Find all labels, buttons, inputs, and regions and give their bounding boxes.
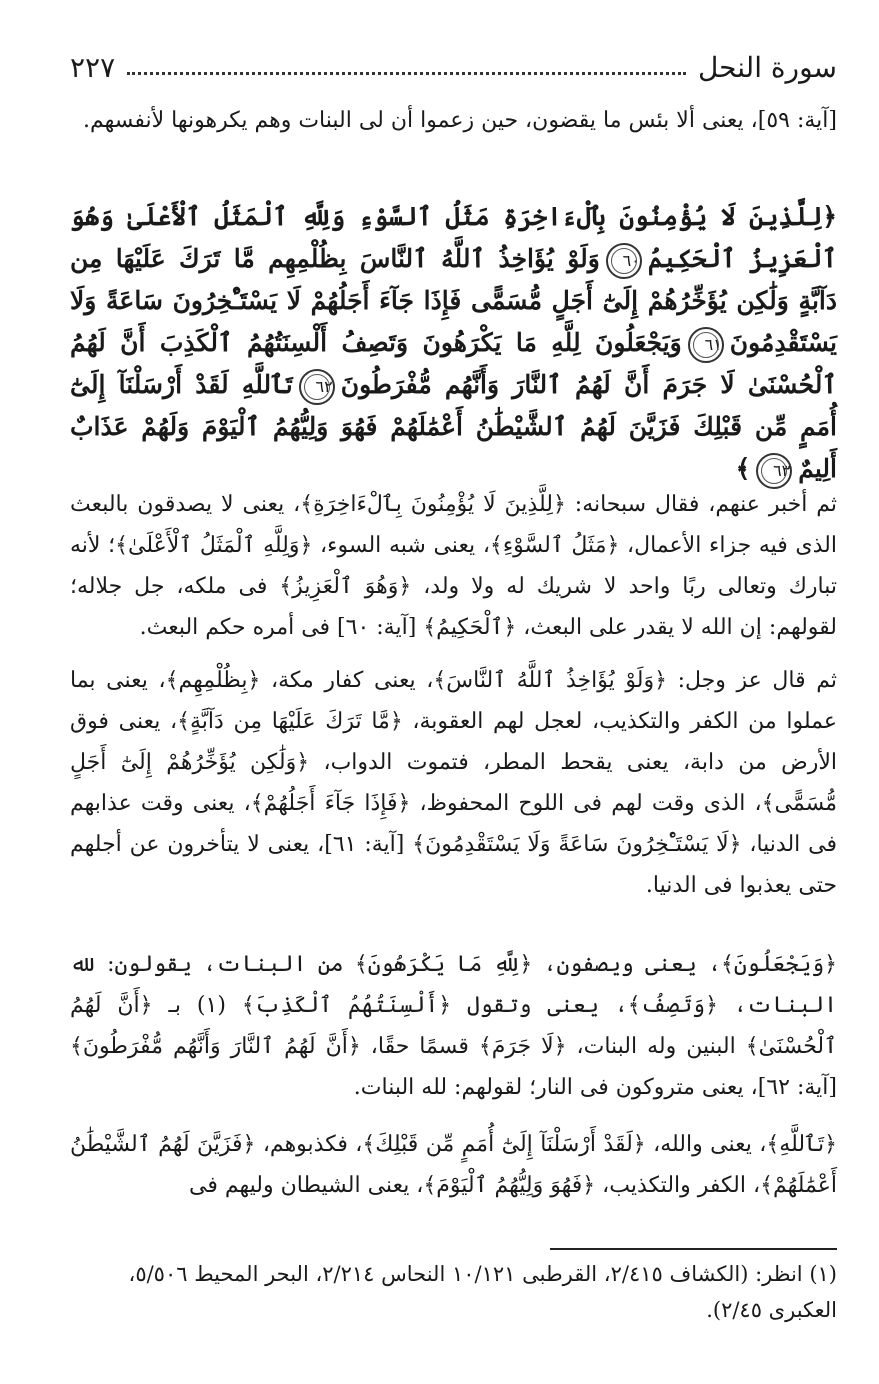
page-header [70, 44, 837, 90]
verse-60-marker: ٦٠ [606, 243, 642, 279]
commentary-paragraph-4 [70, 1124, 837, 1206]
intro-paragraph [70, 100, 837, 141]
commentary-text-3: ﴿وَيَجْعَلُونَ﴾، يعنى ويصفون، ﴿لِلَّهِ مَا يَكْرَهُونَ﴾ من البنات، يقولون: لله البنات، ﴿وَتَصِفُ﴾، يعنى وتقول ﴿أَلْسِنَتُهُمُ ٱلْكَذِبَ﴾ (١) بـ ﴿أَنَّ لَهُمُ ٱلْحُسْنَىٰ﴾ البنين وله البنات، ﴿لَا جَرَمَ﴾ قسمًا حقًا، ﴿أَنَّ لَهُمُ ٱلنَّارَ وَأَنَّهُم مُّفْرَطُونَ﴾ [آية: ٦٢]، يعنى متروكون فى النار؛ لقولهم: لله البنات. [70, 952, 837, 1100]
commentary-text-1: ثم أخبر عنهم، فقال سبحانه: ﴿لِلَّذِينَ لَا يُؤْمِنُونَ بِٱلْءَاخِرَةِ﴾، يعنى لا يصدقون بالبعث الذى فيه جزاء الأعمال، ﴿مَثَلُ ٱلسَّوْءِ﴾، يعنى شبه السوء، ﴿وَلِلَّهِ ٱلْمَثَلُ ٱلْأَعْلَىٰ﴾؛ لأنه تبارك وتعالى ربًا واحد لا شريك له ولا ولد، ﴿وَهُوَ ٱلْعَزِيزُ﴾ فى ملكه، جل جلاله؛ لقولهم: إن الله لا يقدر على البعث، ﴿ٱلْحَكِيمُ﴾ [آية: ٦٠] فى أمره حكم البعث. [70, 492, 837, 640]
verse-61-marker: ٦١ [688, 327, 724, 363]
footnote [70, 1256, 837, 1328]
intro-text: [آية: ٥٩]، يعنى ألا بئس ما يقضون، حين زعموا أن لى البنات وهم يكرهونها لأنفسهم. [82, 108, 837, 133]
commentary-paragraph-3 [70, 944, 837, 1108]
commentary-paragraph-1 [70, 484, 837, 648]
commentary-text-2: ثم قال عز وجل: ﴿وَلَوْ يُؤَاخِذُ ٱللَّهُ ٱلنَّاسَ﴾، يعنى كفار مكة، ﴿بِظُلْمِهِم﴾، يعنى بما عملوا من الكفر والتكذيب، لعجل لهم العقوبة، ﴿مَّا تَرَكَ عَلَيْهَا مِن دَآبَّةٍ﴾، يعنى فوق الأرض من دابة، يعنى يقحط المطر، فتموت الدواب، ﴿وَلَٰكِن يُؤَخِّرُهُمْ إِلَىٰٓ أَجَلٍ مُّسَمًّى﴾، الذى وقت لهم فى اللوح المحفوظ، ﴿فَإِذَا جَآءَ أَجَلُهُمْ﴾، يعنى وقت عذابهم فى الدنيا، ﴿لَا يَسْتَـْٔخِرُونَ سَاعَةً وَلَا يَسْتَقْدِمُونَ﴾ [آية: ٦١]، يعنى لا يتأخرون عن أجلهم حتى يعذبوا فى الدنيا. [70, 668, 837, 898]
footnote-separator [550, 1248, 837, 1250]
verse-60-text: ﴿لِلَّذِينَ لَا يُؤْمِنُونَ بِٱلْءَاخِرَةِ مَثَلُ ٱلسَّوْءِ وَلِلَّهِ ٱلْمَثَلُ ٱلْأَعْلَىٰ وَهُوَ ٱلْعَزِيزُ ٱلْحَكِيمُ [70, 202, 837, 273]
surah-name: سورة النحل [697, 50, 837, 84]
quran-verses-block [70, 196, 837, 490]
verse-61-text: وَلَوْ يُؤَاخِذُ ٱللَّهُ ٱلنَّاسَ بِظُلْمِهِم مَّا تَرَكَ عَلَيْهَا مِن دَآبَّةٍ وَلَٰكِن يُؤَخِّرُهُمْ إِلَىٰٓ أَجَلٍ مُّسَمًّى فَإِذَا جَآءَ أَجَلُهُمْ لَا يَسْتَـْٔخِرُونَ سَاعَةً وَلَا يَسْتَقْدِمُونَ [70, 244, 837, 357]
verse-63-text: تَٱللَّهِ لَقَدْ أَرْسَلْنَآ إِلَىٰٓ أُمَمٍ مِّن قَبْلِكَ فَزَيَّنَ لَهُمُ ٱلشَّيْطَٰنُ أَعْمَٰلَهُمْ فَهُوَ وَلِيُّهُمُ ٱلْيَوْمَ وَلَهُمْ عَذَابٌ أَلِيمٌ [70, 370, 837, 483]
quran-verses [70, 196, 837, 490]
verse-62-marker: ٦٢ [299, 369, 335, 405]
footnote-text: (١) انظر: (الكشاف ٢/٤١٥، القرطبى ١٠/١٢١ النحاس ٢/٢١٤، البحر المحيط ٥/٥٠٦، العكبرى ٢/٤٥). [128, 1262, 837, 1322]
header-dotted-leader [127, 72, 686, 75]
verse-63-marker: ٦٣ [756, 453, 792, 489]
page-number: ٢٢٧ [70, 50, 116, 84]
commentary-text-4: ﴿تَٱللَّهِ﴾، يعنى والله، ﴿لَقَدْ أَرْسَلْنَآ إِلَىٰٓ أُمَمٍ مِّن قَبْلِكَ﴾، فكذبوهم، ﴿فَزَيَّنَ لَهُمُ ٱلشَّيْطَٰنُ أَعْمَٰلَهُمْ﴾، الكفر والتكذيب، ﴿فَهُوَ وَلِيُّهُمُ ٱلْيَوْمَ﴾، يعنى الشيطان وليهم فى [70, 1132, 837, 1198]
verse-close-bracket: ﴾ [735, 454, 751, 483]
verse-62-text: وَيَجْعَلُونَ لِلَّهِ مَا يَكْرَهُونَ وَتَصِفُ أَلْسِنَتُهُمُ ٱلْكَذِبَ أَنَّ لَهُمُ ٱلْحُسْنَىٰ لَا جَرَمَ أَنَّ لَهُمُ ٱلنَّارَ وَأَنَّهُم مُّفْرَطُونَ [70, 328, 837, 399]
commentary-paragraph-2 [70, 660, 837, 906]
